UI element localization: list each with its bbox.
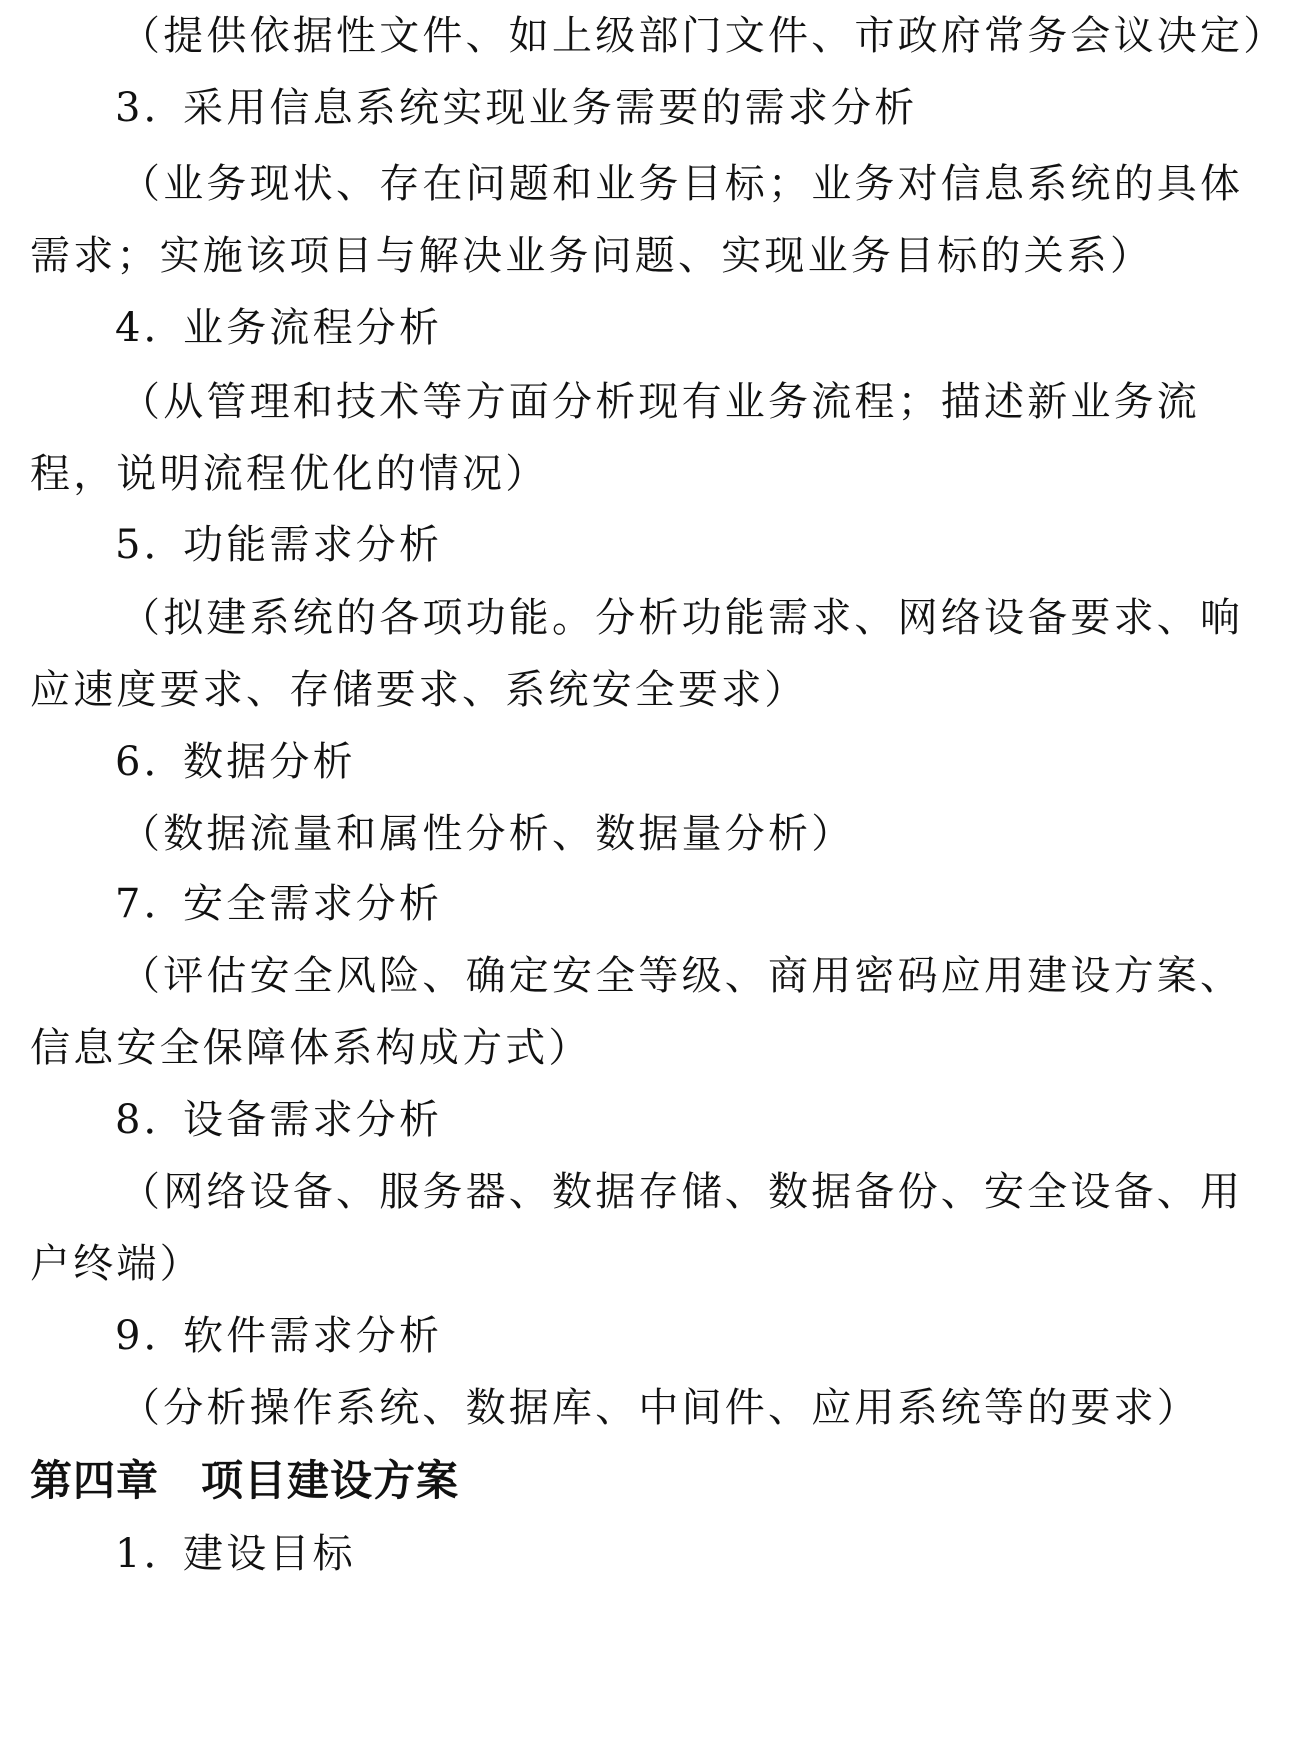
section-number: 9． [115,1313,187,1359]
paren-note-continuation: 户终端） [30,1241,203,1287]
section-number: 6． [115,739,187,785]
section-number: 8． [115,1097,187,1143]
paren-note: （评估安全风险、确定安全等级、商用密码应用建设方案、 [120,953,1244,999]
paren-note-continuation: 应速度要求、存储要求、系统安全要求） [30,667,808,713]
section-title: 建设目标 [183,1531,356,1577]
chapter-label: 第四章 [30,1456,160,1505]
section-heading [115,880,1290,928]
section-title: 设备需求分析 [183,1097,443,1143]
section-title: 安全需求分析 [183,881,443,927]
chapter-title: 项目建设方案 [201,1456,460,1505]
paren-note-continuation: 信息安全保障体系构成方式） [30,1025,592,1071]
paren-note: （拟建系统的各项功能。分析功能需求、网络设备要求、响 [120,595,1244,641]
paren-note: （业务现状、存在问题和业务目标；业务对信息系统的具体 [120,161,1244,207]
section-heading [115,1530,1290,1578]
section-title: 功能需求分析 [183,522,443,568]
section-heading [115,84,1290,132]
section-heading [115,304,1290,352]
section-heading [115,521,1290,569]
section-heading [115,1312,1290,1360]
section-heading [115,1096,1290,1144]
section-number: 4． [115,305,187,351]
paren-note-continuation: 需求；实施该项目与解决业务问题、实现业务目标的关系） [30,233,1154,279]
section-title: 软件需求分析 [183,1313,443,1359]
paren-note-continuation: 程，说明流程优化的情况） [30,451,549,497]
paren-note: （从管理和技术等方面分析现有业务流程；描述新业务流 [120,379,1200,425]
paren-note: （提供依据性文件、如上级部门文件、市政府常务会议决定） [120,13,1287,59]
section-number: 1． [115,1531,187,1577]
paren-note: （分析操作系统、数据库、中间件、应用系统等的要求） [120,1385,1200,1431]
chapter-heading [30,1456,459,1506]
section-title: 采用信息系统实现业务需要的需求分析 [183,85,918,131]
paren-note: （数据流量和属性分析、数据量分析） [120,811,855,857]
section-number: 3． [115,85,187,131]
section-title: 业务流程分析 [183,305,443,351]
section-number: 5． [115,522,187,568]
section-number: 7． [115,881,187,927]
section-heading [115,738,1290,786]
paren-note: （网络设备、服务器、数据存储、数据备份、安全设备、用 [120,1169,1244,1215]
section-title: 数据分析 [183,739,356,785]
